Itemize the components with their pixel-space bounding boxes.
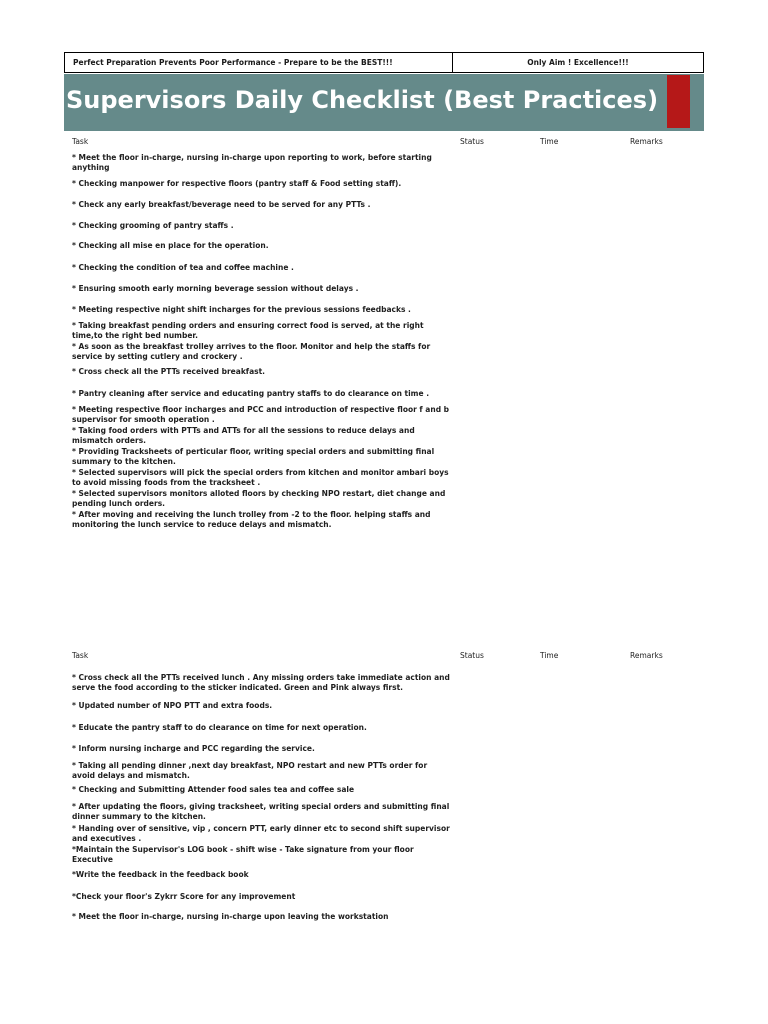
section2-header-row [72,651,712,663]
task-item: * Check any early breakfast/beverage need to be served for any PTTs . [72,200,371,209]
column-remarks-header: Remarks [630,651,663,660]
task-item: * Inform nursing incharge and PCC regarding the service. [72,744,315,753]
task-item: * Checking manpower for respective floors (pantry staff & Food setting staff). [72,179,402,188]
task-item: * Checking and Submitting Attender food sales tea and coffee sale [72,785,355,794]
task-item: * Educate the pantry staff to do clearance on time for next operation. [72,723,367,732]
task-item: * Meet the floor in-charge, nursing in-charge upon leaving the workstation [72,912,389,921]
task-item: * Handing over of sensitive, vip , concern PTT, early dinner etc to second shift supervisor and executives . [72,824,450,843]
task-item: * Ensuring smooth early morning beverage session without delays . [72,284,359,293]
task-item: * Providing Tracksheets of perticular floor, writing special orders and submitting final summary to the kitchen. [72,447,435,466]
task-item: * Taking food orders with PTTs and ATTs for all the sessions to reduce delays and mismatch orders. [72,426,415,445]
task-item: * Taking all pending dinner ,next day breakfast, NPO restart and new PTTs order for avoid delays and mismatch. [72,761,428,780]
title-banner [64,74,704,131]
task-item: * Checking the condition of tea and coffee machine . [72,263,294,272]
task-item: * Cross check all the PTTs received breakfast. [72,367,266,376]
motto-left: Perfect Preparation Prevents Poor Performance - Prepare to be the BEST!!! [65,53,453,72]
task-item: *Maintain the Supervisor's LOG book - shift wise - Take signature from your floor Executive [72,845,414,864]
task-item: * Meet the floor in-charge, nursing in-charge upon reporting to work, before starting anything [72,153,432,172]
task-item: * As soon as the breakfast trolley arrives to the floor. Monitor and help the staffs for service by setting cutlery and crockery . [72,342,431,361]
column-task-header: Task [72,137,89,146]
task-item: * Meeting respective night shift incharges for the previous sessions feedbacks . [72,305,411,314]
task-item: * Pantry cleaning after service and educating pantry staffs to do clearance on time . [72,389,430,398]
motto-bar [64,52,704,73]
section1-header-row [72,137,712,149]
column-task-header: Task [72,651,89,660]
motto-right: Only Aim ! Excellence!!! [527,58,629,67]
accent-block [667,75,690,128]
page-title: Supervisors Daily Checklist (Best Practices) [66,86,659,114]
column-status-header: Status [460,651,484,660]
task-item: * Selected supervisors will pick the special orders from kitchen and monitor ambari boys to avoid missing foods from the tracksheet . [72,468,449,487]
task-item: *Check your floor's Zykrr Score for any improvement [72,892,296,901]
task-item: * Updated number of NPO PTT and extra foods. [72,701,273,710]
task-item: * Selected supervisors monitors alloted floors by checking NPO restart, diet change and pending lunch orders. [72,489,446,508]
task-item: *Write the feedback in the feedback book [72,870,249,879]
task-item: * After moving and receiving the lunch trolley from -2 to the floor. helping staffs and monitoring the lunch service to reduce delays and mismatch. [72,510,431,529]
column-status-header: Status [460,137,484,146]
task-item: * Checking all mise en place for the operation. [72,241,269,250]
task-item: * Meeting respective floor incharges and PCC and introduction of respective floor f and b supervisor for smooth operation . [72,405,450,424]
task-item: * Taking breakfast pending orders and ensuring correct food is served, at the right time,to the right bed number. [72,321,424,340]
column-time-header: Time [540,137,559,146]
task-item: * Checking grooming of pantry staffs . [72,221,234,230]
column-remarks-header: Remarks [630,137,663,146]
column-time-header: Time [540,651,559,660]
task-item: * Cross check all the PTTs received lunch . Any missing orders take immediate action and serve the food according to the sticker indicated. Green and Pink always first. [72,673,450,692]
task-item: * After updating the floors, giving tracksheet, writing special orders and submitting final dinner summary to the kitchen. [72,802,450,821]
